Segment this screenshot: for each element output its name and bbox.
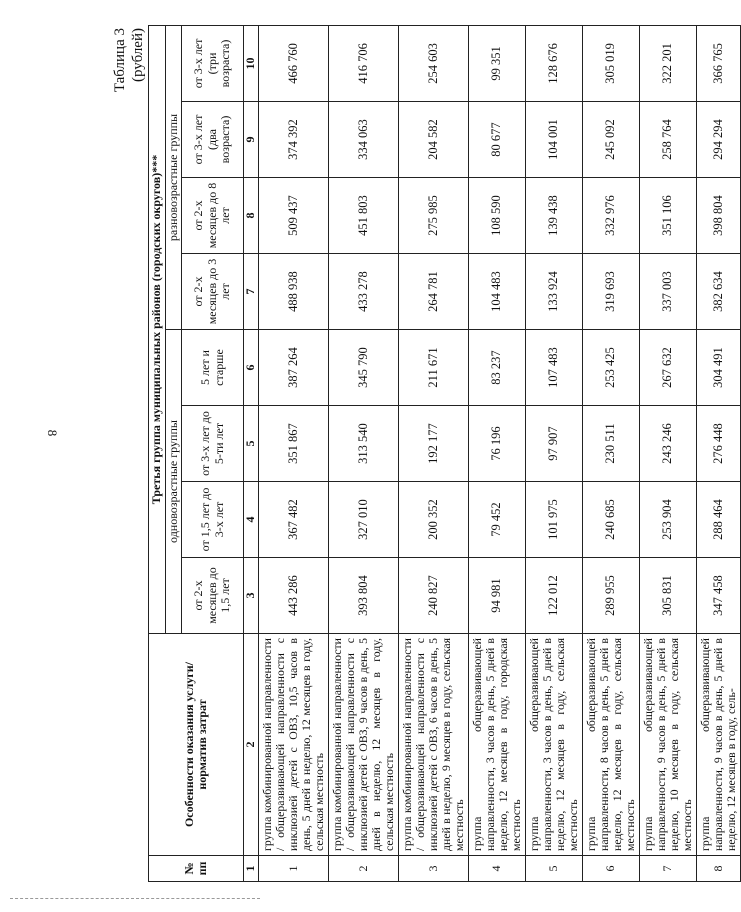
cell-value: 200 352 <box>399 482 469 558</box>
row-index: 7 <box>640 856 697 882</box>
row-description: группа общеразвивающей направленности, 9 часов в день, 5 дней в неделю, 12 месяцев в году, сель- <box>697 634 741 856</box>
cell-value: 128 676 <box>526 25 583 101</box>
table-row <box>329 25 399 881</box>
cell-value: 393 804 <box>329 558 399 634</box>
header-col-5: от 3-х лет до 5-ти лет <box>182 406 244 482</box>
cell-value: 97 907 <box>526 406 583 482</box>
cell-value: 382 634 <box>697 254 741 330</box>
cell-value: 416 706 <box>329 25 399 101</box>
cell-value: 243 246 <box>640 406 697 482</box>
cell-value: 327 010 <box>329 482 399 558</box>
cell-value: 264 781 <box>399 254 469 330</box>
cell-value: 351 867 <box>259 406 329 482</box>
cell-value: 240 827 <box>399 558 469 634</box>
cell-value: 240 685 <box>583 482 640 558</box>
header-col-10: от 3-х лет (три возраста) <box>182 25 244 101</box>
cell-value: 288 464 <box>697 482 741 558</box>
cell-value: 294 294 <box>697 102 741 178</box>
header-group: Третья группа муниципальных районов (городских округов)*** <box>149 25 166 633</box>
row-index: 8 <box>697 856 741 882</box>
row-description: группа общеразвивающей направленности, 9 часов в день, 5 дней в неделю, 10 месяцев в году, сельская местность <box>640 634 697 856</box>
header-col-3: от 2-х месяцев до 1,5 лет <box>182 558 244 634</box>
header-col-8: от 2-х месяцев до 8 лет <box>182 178 244 254</box>
cell-value: 204 582 <box>399 102 469 178</box>
col-number: 8 <box>244 178 259 254</box>
cost-norms-table <box>148 25 741 882</box>
cell-value: 94 981 <box>469 558 526 634</box>
row-description: группа общеразвивающей направленности, 8 часов в день, 5 дней в неделю, 12 месяцев в году, сельская местность <box>583 634 640 856</box>
row-description: группа комбинированной направленности / общеразвивающей направленности с инклюзией детей с ОВЗ, 6 часов в день, 5 дней в неделю, 9 месяцев в году, сельская местность <box>399 634 469 856</box>
cell-value: 99 351 <box>469 25 526 101</box>
header-col-7: от 2-х месяцев до 3 лет <box>182 254 244 330</box>
col-number: 10 <box>244 25 259 101</box>
cell-value: 276 448 <box>697 406 741 482</box>
cell-value: 367 482 <box>259 482 329 558</box>
header-features: Особенности оказания услуги/норматив затрат <box>149 634 244 856</box>
cell-value: 322 201 <box>640 25 697 101</box>
cell-value: 374 392 <box>259 102 329 178</box>
cell-value: 267 632 <box>640 330 697 406</box>
cell-value: 332 976 <box>583 178 640 254</box>
header-col-4: от 1,5 лет до 3-х лет <box>182 482 244 558</box>
page-number: 8 <box>45 429 60 437</box>
cell-value: 192 177 <box>399 406 469 482</box>
cell-value: 80 677 <box>469 102 526 178</box>
cell-value: 104 001 <box>526 102 583 178</box>
cell-value: 253 425 <box>583 330 640 406</box>
table-row <box>469 25 526 881</box>
rotated-page-content <box>108 8 738 888</box>
cell-value: 319 693 <box>583 254 640 330</box>
row-index: 6 <box>583 856 640 882</box>
cell-value: 275 985 <box>399 178 469 254</box>
col-number: 3 <box>244 558 259 634</box>
row-index: 3 <box>399 856 469 882</box>
cell-value: 345 790 <box>329 330 399 406</box>
cell-value: 107 483 <box>526 330 583 406</box>
col-number: 2 <box>244 634 259 856</box>
header-col-6: 5 лет и старше <box>182 330 244 406</box>
col-number: 6 <box>244 330 259 406</box>
row-index: 2 <box>329 856 399 882</box>
cell-value: 466 760 <box>259 25 329 101</box>
scan-artifact-line <box>10 898 260 900</box>
column-numbers-row <box>244 25 259 881</box>
cell-value: 258 764 <box>640 102 697 178</box>
cell-value: 245 092 <box>583 102 640 178</box>
cell-value: 139 438 <box>526 178 583 254</box>
cell-value: 433 278 <box>329 254 399 330</box>
col-number: 1 <box>244 856 259 882</box>
row-description: группа комбинированной направленности / общеразвивающей направленности с инклюзией детей с ОВЗ, 9 часов в день, 5 дней в неделю, 12 месяцев в году, сельская местность <box>329 634 399 856</box>
cell-value: 387 264 <box>259 330 329 406</box>
header-multi-age: разновозрастные группы <box>165 25 182 329</box>
cell-value: 305 831 <box>640 558 697 634</box>
cell-value: 122 012 <box>526 558 583 634</box>
cell-value: 253 904 <box>640 482 697 558</box>
row-index: 1 <box>259 856 329 882</box>
cell-value: 289 955 <box>583 558 640 634</box>
cell-value: 509 437 <box>259 178 329 254</box>
cell-value: 366 765 <box>697 25 741 101</box>
cell-value: 334 063 <box>329 102 399 178</box>
cell-value: 488 938 <box>259 254 329 330</box>
header-num: № пп <box>149 856 244 882</box>
col-number: 9 <box>244 102 259 178</box>
cell-value: 230 511 <box>583 406 640 482</box>
cell-value: 347 458 <box>697 558 741 634</box>
cell-value: 451 803 <box>329 178 399 254</box>
cell-value: 108 590 <box>469 178 526 254</box>
cell-value: 313 540 <box>329 406 399 482</box>
table-unit: (рублей) <box>130 28 146 83</box>
table-row <box>640 25 697 881</box>
header-col-9: от 3-х лет (два возраста) <box>182 102 244 178</box>
cell-value: 443 286 <box>259 558 329 634</box>
col-number: 7 <box>244 254 259 330</box>
cell-value: 133 924 <box>526 254 583 330</box>
row-description: группа общеразвивающей направленности, 3 часов в день, 5 дней в неделю, 12 месяцев в году, сельская местность <box>526 634 583 856</box>
row-description: группа комбинированной направленности / общеразвивающей направленности с инклюзией детей с ОВЗ, 10,5 часов в день, 5 дней в неделю, 12 месяцев в году, сельская местность <box>259 634 329 856</box>
cell-value: 305 019 <box>583 25 640 101</box>
table-title: Таблица 3 <box>112 28 128 93</box>
table-row <box>583 25 640 881</box>
col-number: 5 <box>244 406 259 482</box>
table-row <box>697 25 741 881</box>
cell-value: 254 603 <box>399 25 469 101</box>
cell-value: 351 106 <box>640 178 697 254</box>
row-index: 4 <box>469 856 526 882</box>
cell-value: 211 671 <box>399 330 469 406</box>
table-row <box>399 25 469 881</box>
table-row <box>259 25 329 881</box>
cell-value: 304 491 <box>697 330 741 406</box>
col-number: 4 <box>244 482 259 558</box>
row-index: 5 <box>526 856 583 882</box>
cell-value: 76 196 <box>469 406 526 482</box>
cell-value: 337 003 <box>640 254 697 330</box>
cell-value: 101 975 <box>526 482 583 558</box>
cell-value: 398 804 <box>697 178 741 254</box>
row-description: группа общеразвивающей направленности, 3 часов в день, 5 дней в неделю, 12 месяцев в году, городская местность <box>469 634 526 856</box>
cell-value: 83 237 <box>469 330 526 406</box>
cell-value: 104 483 <box>469 254 526 330</box>
header-single-age: одновозрастные группы <box>165 330 182 634</box>
cell-value: 79 452 <box>469 482 526 558</box>
table-row <box>526 25 583 881</box>
